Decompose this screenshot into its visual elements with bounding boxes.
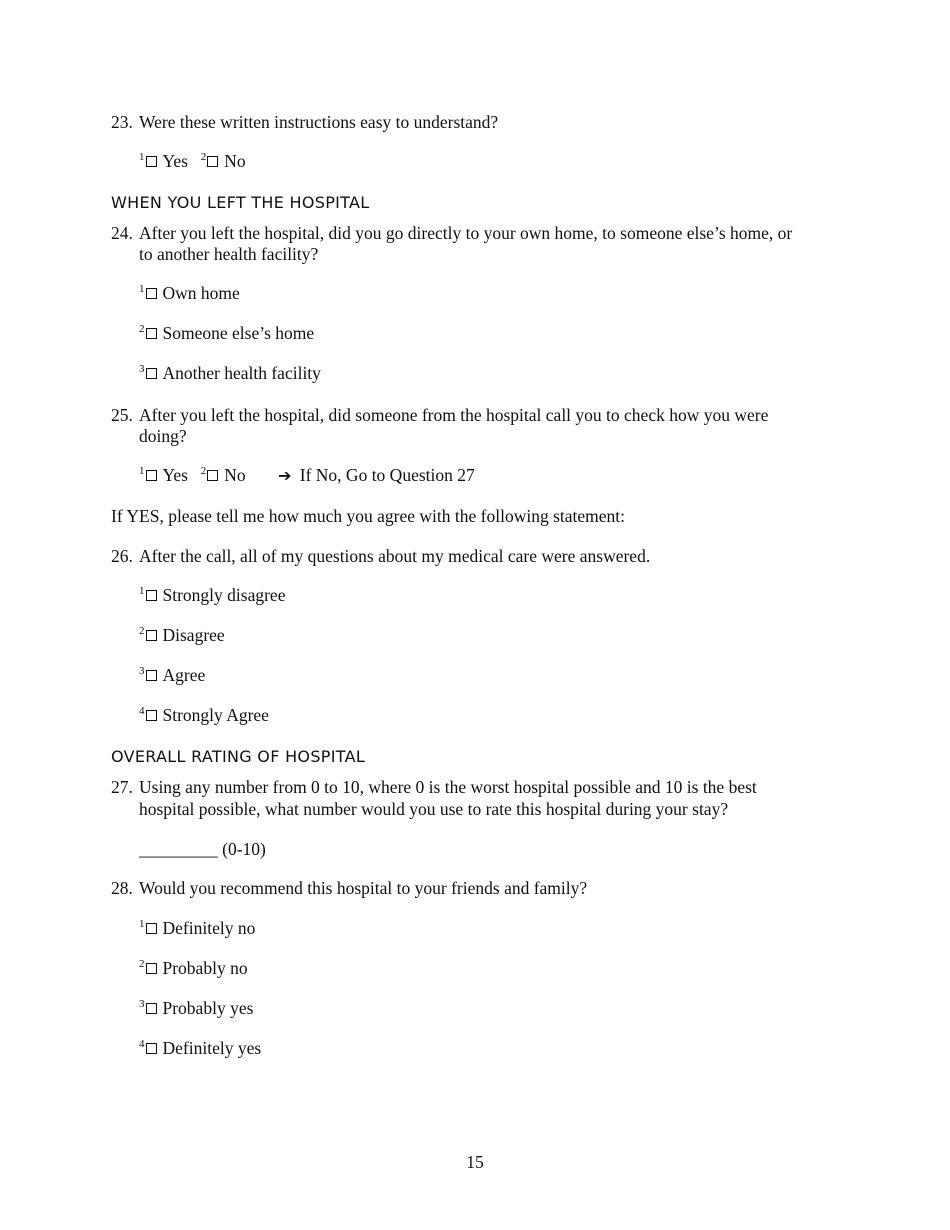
option-code: 3 — [139, 665, 145, 677]
question-text: After the call, all of my questions about my medical care were answered. — [139, 546, 651, 566]
option-code: 2 — [200, 465, 207, 477]
option-label: Yes — [162, 151, 188, 171]
option-code: 1 — [139, 283, 145, 295]
question-text: Would you recommend this hospital to your friends and family? — [139, 878, 588, 898]
option-label: Another health facility — [162, 363, 321, 383]
question-number: 24. — [111, 223, 133, 243]
question-number: 26. — [111, 546, 133, 566]
q28-option-4[interactable] — [139, 1038, 261, 1062]
q28-option-3[interactable] — [139, 998, 253, 1022]
checkbox-icon[interactable] — [146, 328, 157, 339]
question-27 — [111, 777, 757, 798]
option-code: 1 — [139, 465, 145, 477]
question-number: 27. — [111, 777, 133, 797]
section-header-overall-rating: OVERALL RATING OF HOSPITAL — [111, 747, 366, 766]
option-code: 2 — [139, 625, 145, 637]
option-code: 1 — [139, 585, 145, 597]
option-label: Yes — [162, 465, 188, 485]
q23-options — [139, 151, 246, 175]
checkbox-icon[interactable] — [146, 630, 157, 641]
checkbox-icon[interactable] — [146, 710, 157, 721]
question-number: 28. — [111, 878, 133, 898]
checkbox-icon[interactable] — [146, 470, 157, 481]
option-label: Agree — [162, 665, 206, 685]
checkbox-icon[interactable] — [146, 288, 157, 299]
q25-option-no[interactable] — [201, 465, 246, 489]
checkbox-icon[interactable] — [146, 670, 157, 681]
q24-option-2[interactable] — [139, 323, 314, 347]
option-label: Probably no — [162, 958, 248, 978]
checkbox-icon[interactable] — [146, 1043, 157, 1054]
q28-option-1[interactable] — [139, 918, 255, 942]
rating-answer-field[interactable]: _________ — [139, 839, 218, 859]
question-text-line1: After you left the hospital, did someone from the hospital call you to check how you were — [139, 405, 769, 425]
q27-answer — [139, 839, 266, 860]
question-28 — [111, 878, 587, 899]
question-number: 23. — [111, 112, 133, 132]
checkbox-icon[interactable] — [207, 470, 218, 481]
question-text: Were these written instructions easy to understand? — [139, 112, 499, 132]
checkbox-icon[interactable] — [146, 1003, 157, 1014]
option-label: Strongly Agree — [162, 705, 269, 725]
q24-option-3[interactable] — [139, 363, 321, 387]
option-label: No — [224, 151, 246, 171]
option-code: 2 — [139, 958, 145, 970]
q23-option-no[interactable] — [201, 151, 246, 175]
option-code: 3 — [139, 998, 145, 1010]
question-number: 25. — [111, 405, 133, 425]
option-label: No — [224, 465, 246, 485]
question-25 — [111, 405, 768, 426]
option-code: 2 — [139, 323, 145, 335]
checkbox-icon[interactable] — [146, 963, 157, 974]
page-number: 15 — [466, 1152, 484, 1172]
option-label: Someone else’s home — [162, 323, 315, 343]
q26-option-1[interactable] — [139, 585, 285, 609]
if-yes-instruction: If YES, please tell me how much you agree with the following statement: — [111, 506, 626, 526]
rating-range-label: (0-10) — [222, 839, 266, 859]
option-label: Disagree — [162, 625, 225, 645]
q26-option-2[interactable] — [139, 625, 225, 649]
skip-instruction: If No, Go to Question 27 — [299, 465, 475, 485]
q26-option-4[interactable] — [139, 705, 269, 729]
question-text-line2: hospital possible, what number would you use to rate this hospital during your stay? — [139, 799, 729, 819]
option-label: Strongly disagree — [162, 585, 286, 605]
q23-option-yes[interactable] — [139, 151, 188, 175]
option-code: 4 — [139, 1038, 145, 1050]
checkbox-icon[interactable] — [146, 923, 157, 934]
question-24 — [111, 223, 792, 244]
checkbox-icon[interactable] — [146, 156, 157, 167]
option-code: 3 — [139, 363, 145, 375]
question-text-line2: doing? — [139, 426, 187, 446]
option-label: Definitely yes — [162, 1038, 262, 1058]
option-code: 1 — [139, 151, 145, 163]
question-26 — [111, 546, 650, 567]
q25-option-yes[interactable] — [139, 465, 188, 489]
question-text-line1: Using any number from 0 to 10, where 0 is the worst hospital possible and 10 is the best — [139, 777, 757, 797]
q25-options — [139, 465, 475, 489]
option-code: 1 — [139, 918, 145, 930]
option-label: Own home — [162, 283, 240, 303]
option-code: 4 — [139, 705, 145, 717]
option-label: Probably yes — [162, 998, 254, 1018]
checkbox-icon[interactable] — [207, 156, 218, 167]
question-text-line1: After you left the hospital, did you go directly to your own home, to someone else’s home, or — [139, 223, 793, 243]
question-23 — [111, 112, 498, 133]
checkbox-icon[interactable] — [146, 368, 157, 379]
q28-option-2[interactable] — [139, 958, 248, 982]
checkbox-icon[interactable] — [146, 590, 157, 601]
question-text-line2: to another health facility? — [139, 244, 319, 264]
section-header-left-hospital: WHEN YOU LEFT THE HOSPITAL — [111, 193, 370, 212]
option-label: Definitely no — [162, 918, 256, 938]
option-code: 2 — [200, 151, 207, 163]
right-arrow-icon: ➔ — [277, 466, 292, 485]
q24-option-1[interactable] — [139, 283, 240, 307]
q26-option-3[interactable] — [139, 665, 205, 689]
